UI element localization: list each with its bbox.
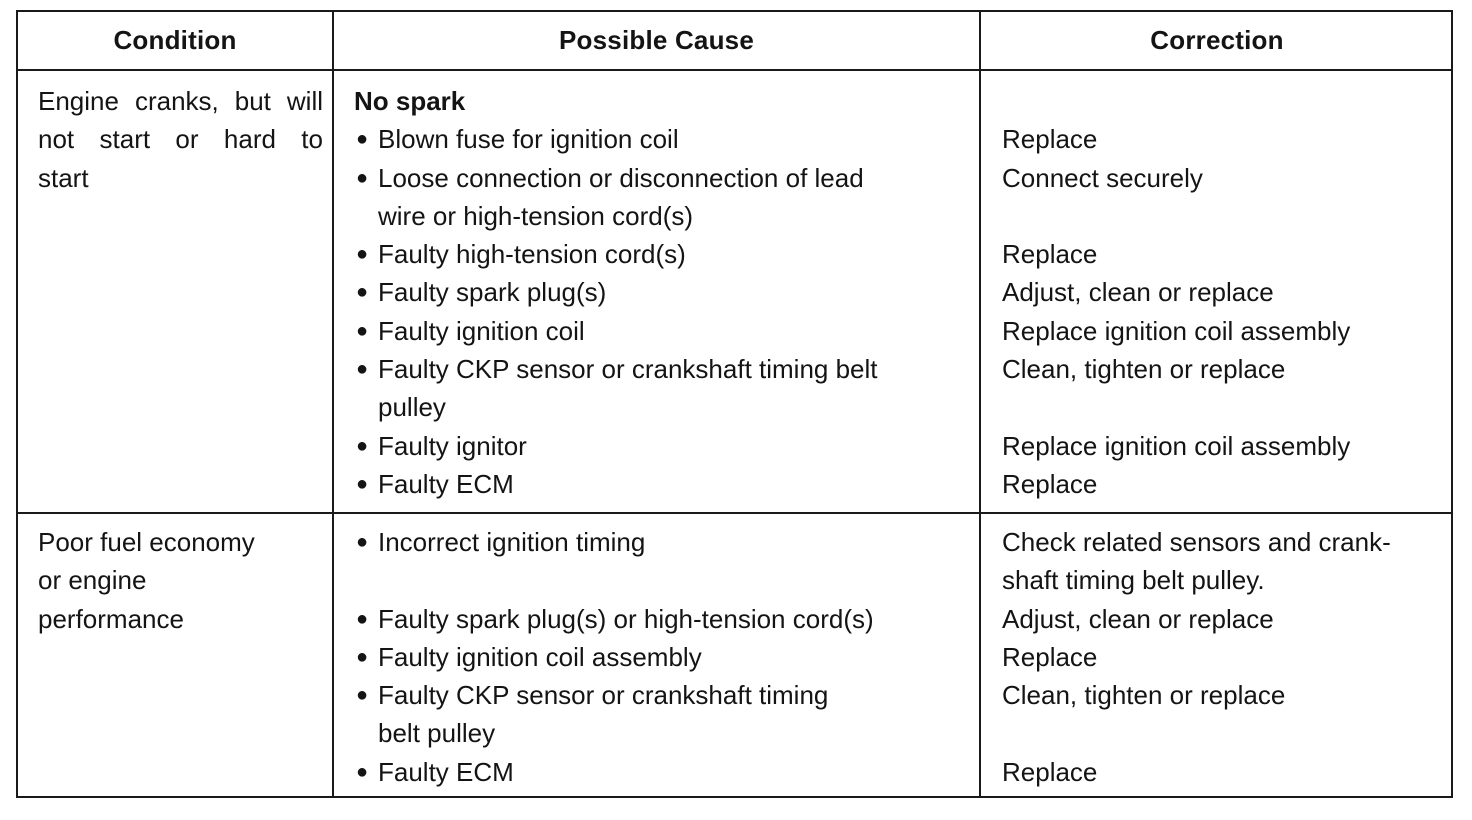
correction-spacer: [1002, 82, 1447, 120]
correction-text: Replace: [1002, 468, 1098, 499]
bullet-icon: ●: [356, 128, 369, 151]
cause-item: [354, 159, 974, 197]
column-divider: [979, 12, 981, 796]
condition-text: Poor fuel economy: [38, 527, 255, 557]
bullet-icon: ●: [356, 684, 369, 707]
condition-text: start: [38, 162, 89, 193]
cause-text: Faulty ECM: [378, 756, 514, 787]
correction-text: Replace: [1002, 124, 1098, 155]
correction-text: Replace: [1002, 756, 1098, 787]
cause-text: Faulty ignition coil assembly: [378, 641, 702, 672]
cause-item: [354, 523, 974, 561]
cause-text: Faulty CKP sensor or crankshaft timing: [378, 680, 829, 711]
correction-text: [1002, 714, 1447, 752]
correction-text: Clean, tighten or replace: [1002, 354, 1286, 385]
cause-item: [354, 753, 974, 791]
header-condition: Condition: [113, 25, 237, 55]
header-possible-cause: Possible Cause: [559, 25, 754, 55]
header-correction: Correction: [1150, 25, 1284, 55]
correction-text: [1002, 388, 1447, 426]
bullet-icon: ●: [356, 434, 369, 457]
condition-text: Engine cranks, but will: [38, 86, 323, 116]
cause-heading: No spark: [354, 86, 466, 116]
cause-cell: [354, 523, 974, 791]
bullet-icon: ●: [356, 607, 369, 630]
column-divider: [332, 12, 334, 796]
cause-item: [354, 273, 974, 311]
correction-text: Replace: [1002, 641, 1098, 672]
cause-cell: [354, 82, 974, 503]
bullet-icon: ●: [356, 166, 369, 189]
bullet-icon: ●: [356, 531, 369, 553]
correction-text: Check related sensors and crank-: [1002, 527, 1391, 557]
cause-item: [354, 600, 974, 638]
condition-cell: [38, 523, 323, 638]
bullet-icon: ●: [356, 760, 369, 783]
cause-item: [354, 235, 974, 273]
cause-text: Faulty ignition coil: [378, 315, 585, 346]
cause-continuation: pulley: [378, 392, 446, 423]
bullet-icon: ●: [356, 319, 369, 342]
condition-text: or engine: [38, 565, 147, 596]
row-divider: [18, 512, 1451, 514]
cause-text: Blown fuse for ignition coil: [378, 124, 679, 155]
cause-text: Incorrect ignition timing: [378, 527, 646, 557]
correction-text: Adjust, clean or replace: [1002, 603, 1274, 634]
cause-item: [354, 312, 974, 350]
cause-item: [354, 676, 974, 714]
correction-text: [1002, 197, 1447, 235]
cause-text: Faulty spark plug(s) or high-tension cord(s): [378, 603, 874, 634]
correction-cell: [1002, 523, 1447, 791]
cause-item: [354, 427, 974, 465]
correction-text: Adjust, clean or replace: [1002, 277, 1274, 308]
cause-continuation: belt pulley: [378, 718, 496, 749]
cause-item: [354, 638, 974, 676]
correction-text: Connect securely: [1002, 162, 1203, 193]
correction-text: Replace: [1002, 239, 1098, 270]
cause-item: [354, 465, 974, 503]
cause-item: [354, 120, 974, 158]
bullet-icon: ●: [356, 358, 369, 381]
correction-text: Replace ignition coil assembly: [1002, 430, 1351, 461]
cause-text: Loose connection or disconnection of lead: [378, 162, 864, 193]
bullet-icon: ●: [356, 243, 369, 266]
correction-cell: [1002, 82, 1447, 503]
cause-text: Faulty high-tension cord(s): [378, 239, 686, 270]
cause-text: Faulty spark plug(s): [378, 277, 607, 308]
cause-spacer: [354, 561, 974, 599]
condition-text: performance: [38, 603, 184, 634]
condition-cell: [38, 82, 323, 197]
troubleshooting-table: [16, 10, 1453, 798]
row-divider: [18, 69, 1451, 71]
cause-text: Faulty ECM: [378, 468, 514, 499]
correction-text: shaft timing belt pulley.: [1002, 565, 1265, 596]
bullet-icon: ●: [356, 472, 369, 495]
cause-text: Faulty ignitor: [378, 430, 527, 461]
cause-continuation: wire or high-tension cord(s): [378, 200, 694, 231]
bullet-icon: ●: [356, 645, 369, 668]
cause-text: Faulty CKP sensor or crankshaft timing belt: [378, 354, 878, 385]
cause-item: [354, 350, 974, 388]
bullet-icon: ●: [356, 281, 369, 304]
condition-text: not start or hard to: [38, 124, 323, 155]
correction-text: Clean, tighten or replace: [1002, 680, 1286, 711]
correction-text: Replace ignition coil assembly: [1002, 315, 1351, 346]
